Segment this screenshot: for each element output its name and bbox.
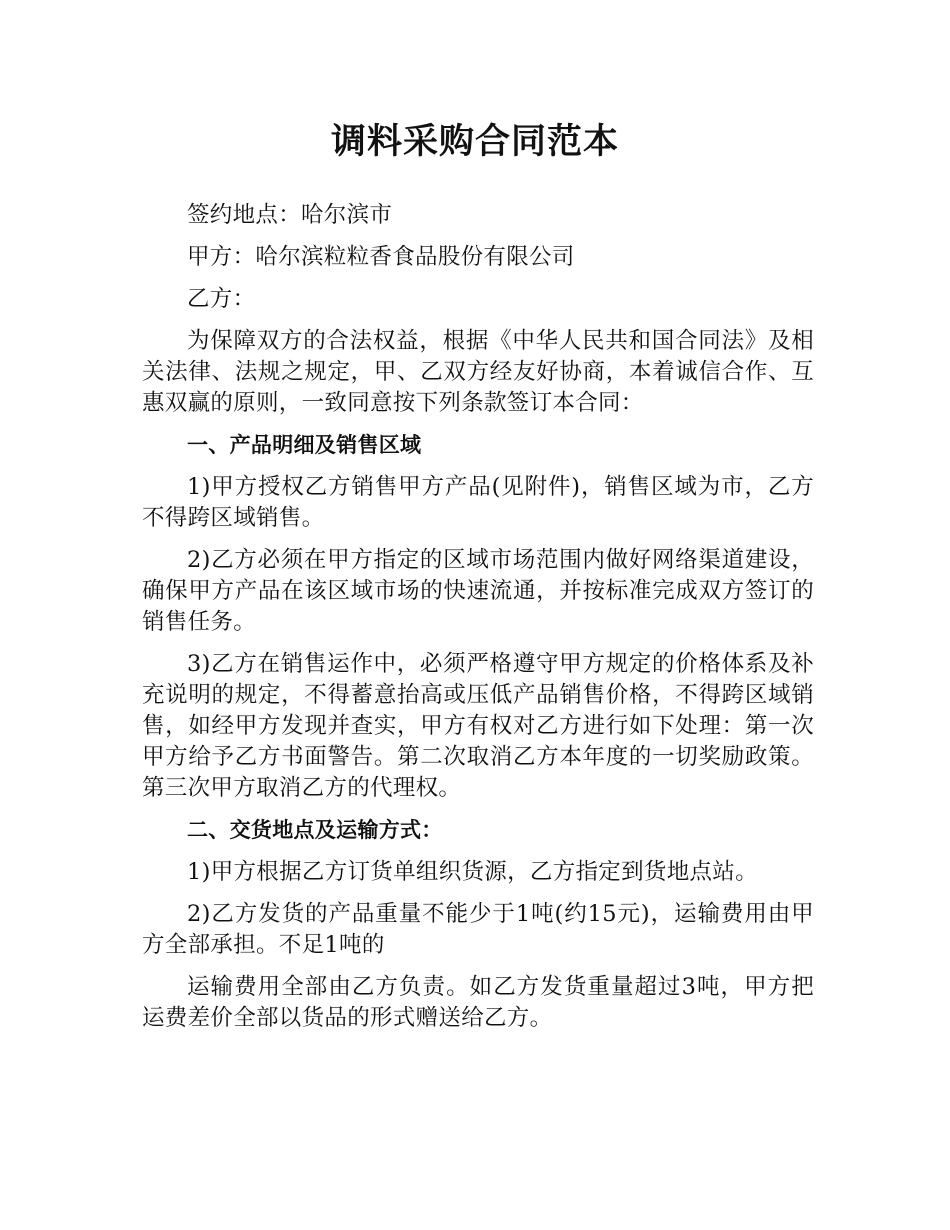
clause-1-3: 3)乙方在销售运作中，必须严格遵守甲方规定的价格体系及补充说明的规定，不得蓄意抬高或压低产品销售价格，不得跨区域销售，如经甲方发现并查实，甲方有权对乙方进行如下处理：第一次甲方给予乙方书面警告。第二次取消乙方本年度的一切奖励政策。第三次甲方取消乙方的代理权。 (142, 651, 814, 801)
clause-2-2-continued: 运输费用全部由乙方负责。如乙方发货重量超过3吨，甲方把运费差价全部以货品的形式赠送给乙方。 (142, 974, 814, 1031)
document-title: 调料采购合同范本 (330, 122, 619, 162)
clause-1-2: 2)乙方必须在甲方指定的区域市场范围内做好网络渠道建设，确保甲方产品在该区域市场的快速流通，并按标准完成双方签订的销售任务。 (142, 547, 814, 635)
section-heading-delivery: 二、交货地点及运输方式： (187, 818, 443, 842)
clause-2-1: 1)甲方根据乙方订货单组织货源，乙方指定到货地点站。 (187, 859, 758, 885)
paragraph-party-b: 乙方： (187, 286, 256, 312)
paragraph-signing-place: 签约地点：哈尔滨市 (187, 202, 393, 228)
section-heading-products: 一、产品明细及销售区域 (187, 433, 422, 457)
document-body (142, 200, 814, 1045)
clause-2-2: 2)乙方发货的产品重量不能少于1吨(约15元)，运输费用由甲方全部承担。不足1吨的 (142, 901, 814, 958)
paragraph-party-a: 甲方：哈尔滨粒粒香食品股份有限公司 (187, 244, 575, 270)
paragraph-preamble: 为保障双方的合法权益，根据《中华人民共和国合同法》及相关法律、法规之规定，甲、乙双方经友好协商，本着诚信合作、互惠双赢的原则，一致同意按下列条款签订本合同： (142, 328, 814, 416)
clause-1-1: 1)甲方授权乙方销售甲方产品(见附件)，销售区域为市，乙方不得跨区域销售。 (142, 474, 814, 531)
